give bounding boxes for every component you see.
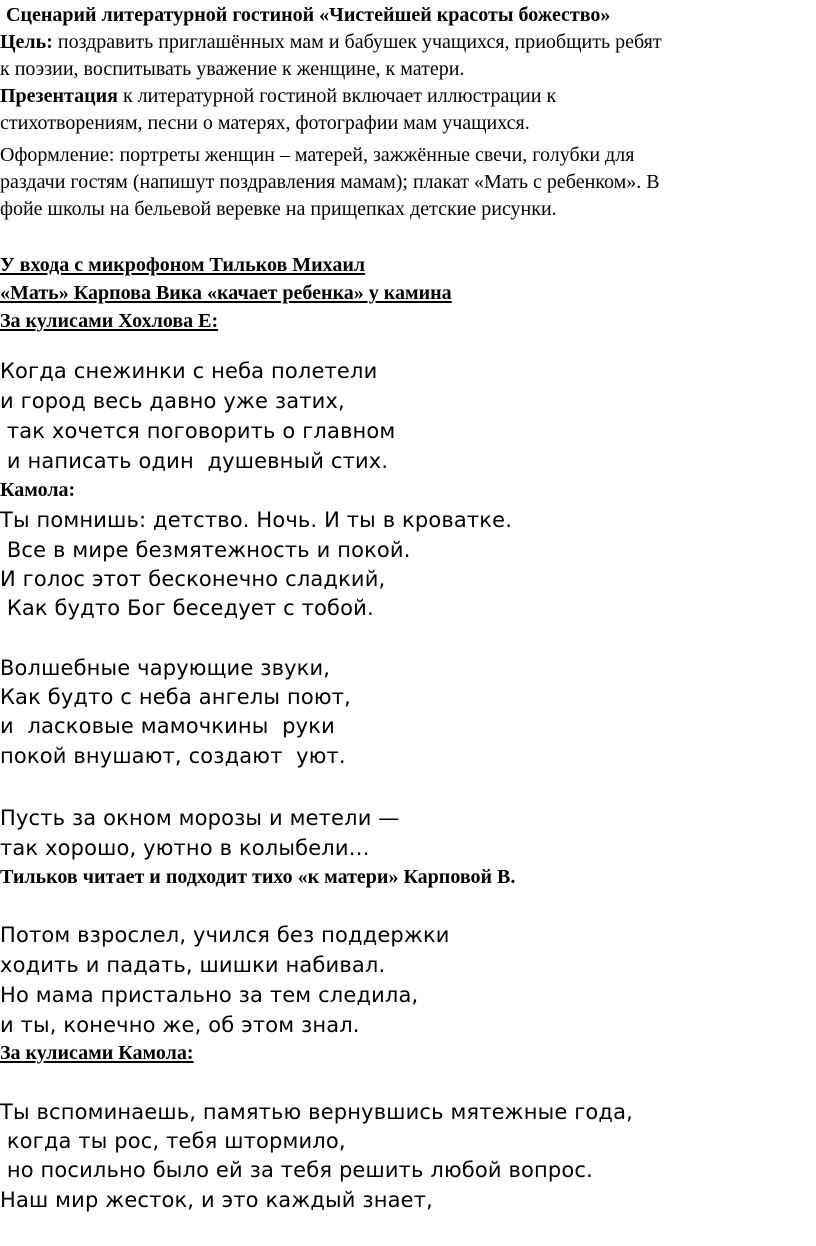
presentation-label: Презентация (0, 85, 118, 107)
verse-1-line-3: так хочется поговорить о главном (0, 419, 396, 443)
verse-3-line-4: покой внушают, создают уют. (0, 744, 346, 768)
verse-1-line-1: Когда снежинки с неба полетели (0, 359, 378, 383)
verse-3-line-3: и ласковые мамочкины руки (0, 714, 335, 738)
verse-5-line-2: ходить и падать, шишки набивал. (0, 953, 386, 977)
verse-1-line-2: и город весь давно уже затих, (0, 389, 345, 413)
goal-label: Цель: (0, 31, 53, 53)
verse-6-line-3: но посильно было ей за тебя решить любой вопрос. (0, 1158, 593, 1182)
verse-3-line-1: Волшебные чарующие звуки, (0, 656, 331, 680)
verse-5-line-3: Но мама пристально за тем следила, (0, 983, 419, 1007)
goal-paragraph-line-1 (0, 31, 662, 54)
verse-6-line-2: когда ты рос, тебя штормило, (0, 1129, 346, 1153)
presentation-text-1: к литературной гостиной включает иллюстрации к (117, 85, 557, 107)
design-text-3: фойе школы на бельевой веревке на прищепках детские рисунки. (0, 198, 557, 220)
stage-direction-tilkov: Тильков читает и подходит тихо «к матери» Карповой В. (0, 866, 516, 888)
stage-direction-1: У входа с микрофоном Тильков Михаил (0, 254, 366, 276)
verse-1-line-4: и написать один душевный стих. (0, 449, 389, 473)
presentation-paragraph-line-1 (0, 85, 556, 108)
verse-5-line-1: Потом взрослел, учился без поддержки (0, 923, 450, 947)
document-title: Сценарий литературной гостиной «Чистейшей красоты божество» (6, 4, 611, 26)
verse-5-line-4: и ты, конечно же, об этом знал. (0, 1013, 360, 1037)
design-text-1: Оформление: портреты женщин – матерей, зажжённые свечи, голубки для (0, 144, 635, 166)
verse-6-line-1: Ты вспоминаешь, памятью вернувшись мятежные года, (0, 1100, 633, 1124)
stage-direction-3: За кулисами Хохлова Е: (0, 310, 219, 332)
speaker-kamola: Камола: (0, 479, 76, 501)
goal-text-2: к поэзии, воспитывать уважение к женщине, к матери. (0, 58, 465, 80)
stage-direction-kamola: За кулисами Камола: (0, 1042, 194, 1064)
stage-direction-2: «Мать» Карпова Вика «качает ребенка» у камина (0, 282, 452, 304)
verse-4-line-1: Пусть за окном морозы и метели — (0, 806, 400, 830)
verse-3-line-2: Как будто с неба ангелы поют, (0, 685, 351, 709)
verse-6-line-4: Наш мир жесток, и это каждый знает, (0, 1188, 433, 1212)
presentation-text-2: стихотворениям, песни о матерях, фотографии мам учащихся. (0, 112, 530, 134)
verse-4-line-2: так хорошо, уютно в колыбели… (0, 836, 370, 860)
verse-2-line-4: Как будто Бог беседует с тобой. (0, 596, 374, 620)
design-text-2: раздачи гостям (напишут поздравления мамам); плакат «Мать с ребенком». В (0, 171, 660, 193)
verse-2-line-2: Все в мире безмятежность и покой. (0, 538, 411, 562)
verse-2-line-1: Ты помнишь: детство. Ночь. И ты в кроватке. (0, 508, 513, 532)
verse-2-line-3: И голос этот бесконечно сладкий, (0, 567, 386, 591)
goal-text-1: поздравить приглашённых мам и бабушек учащихся, приобщить ребят (52, 31, 662, 53)
